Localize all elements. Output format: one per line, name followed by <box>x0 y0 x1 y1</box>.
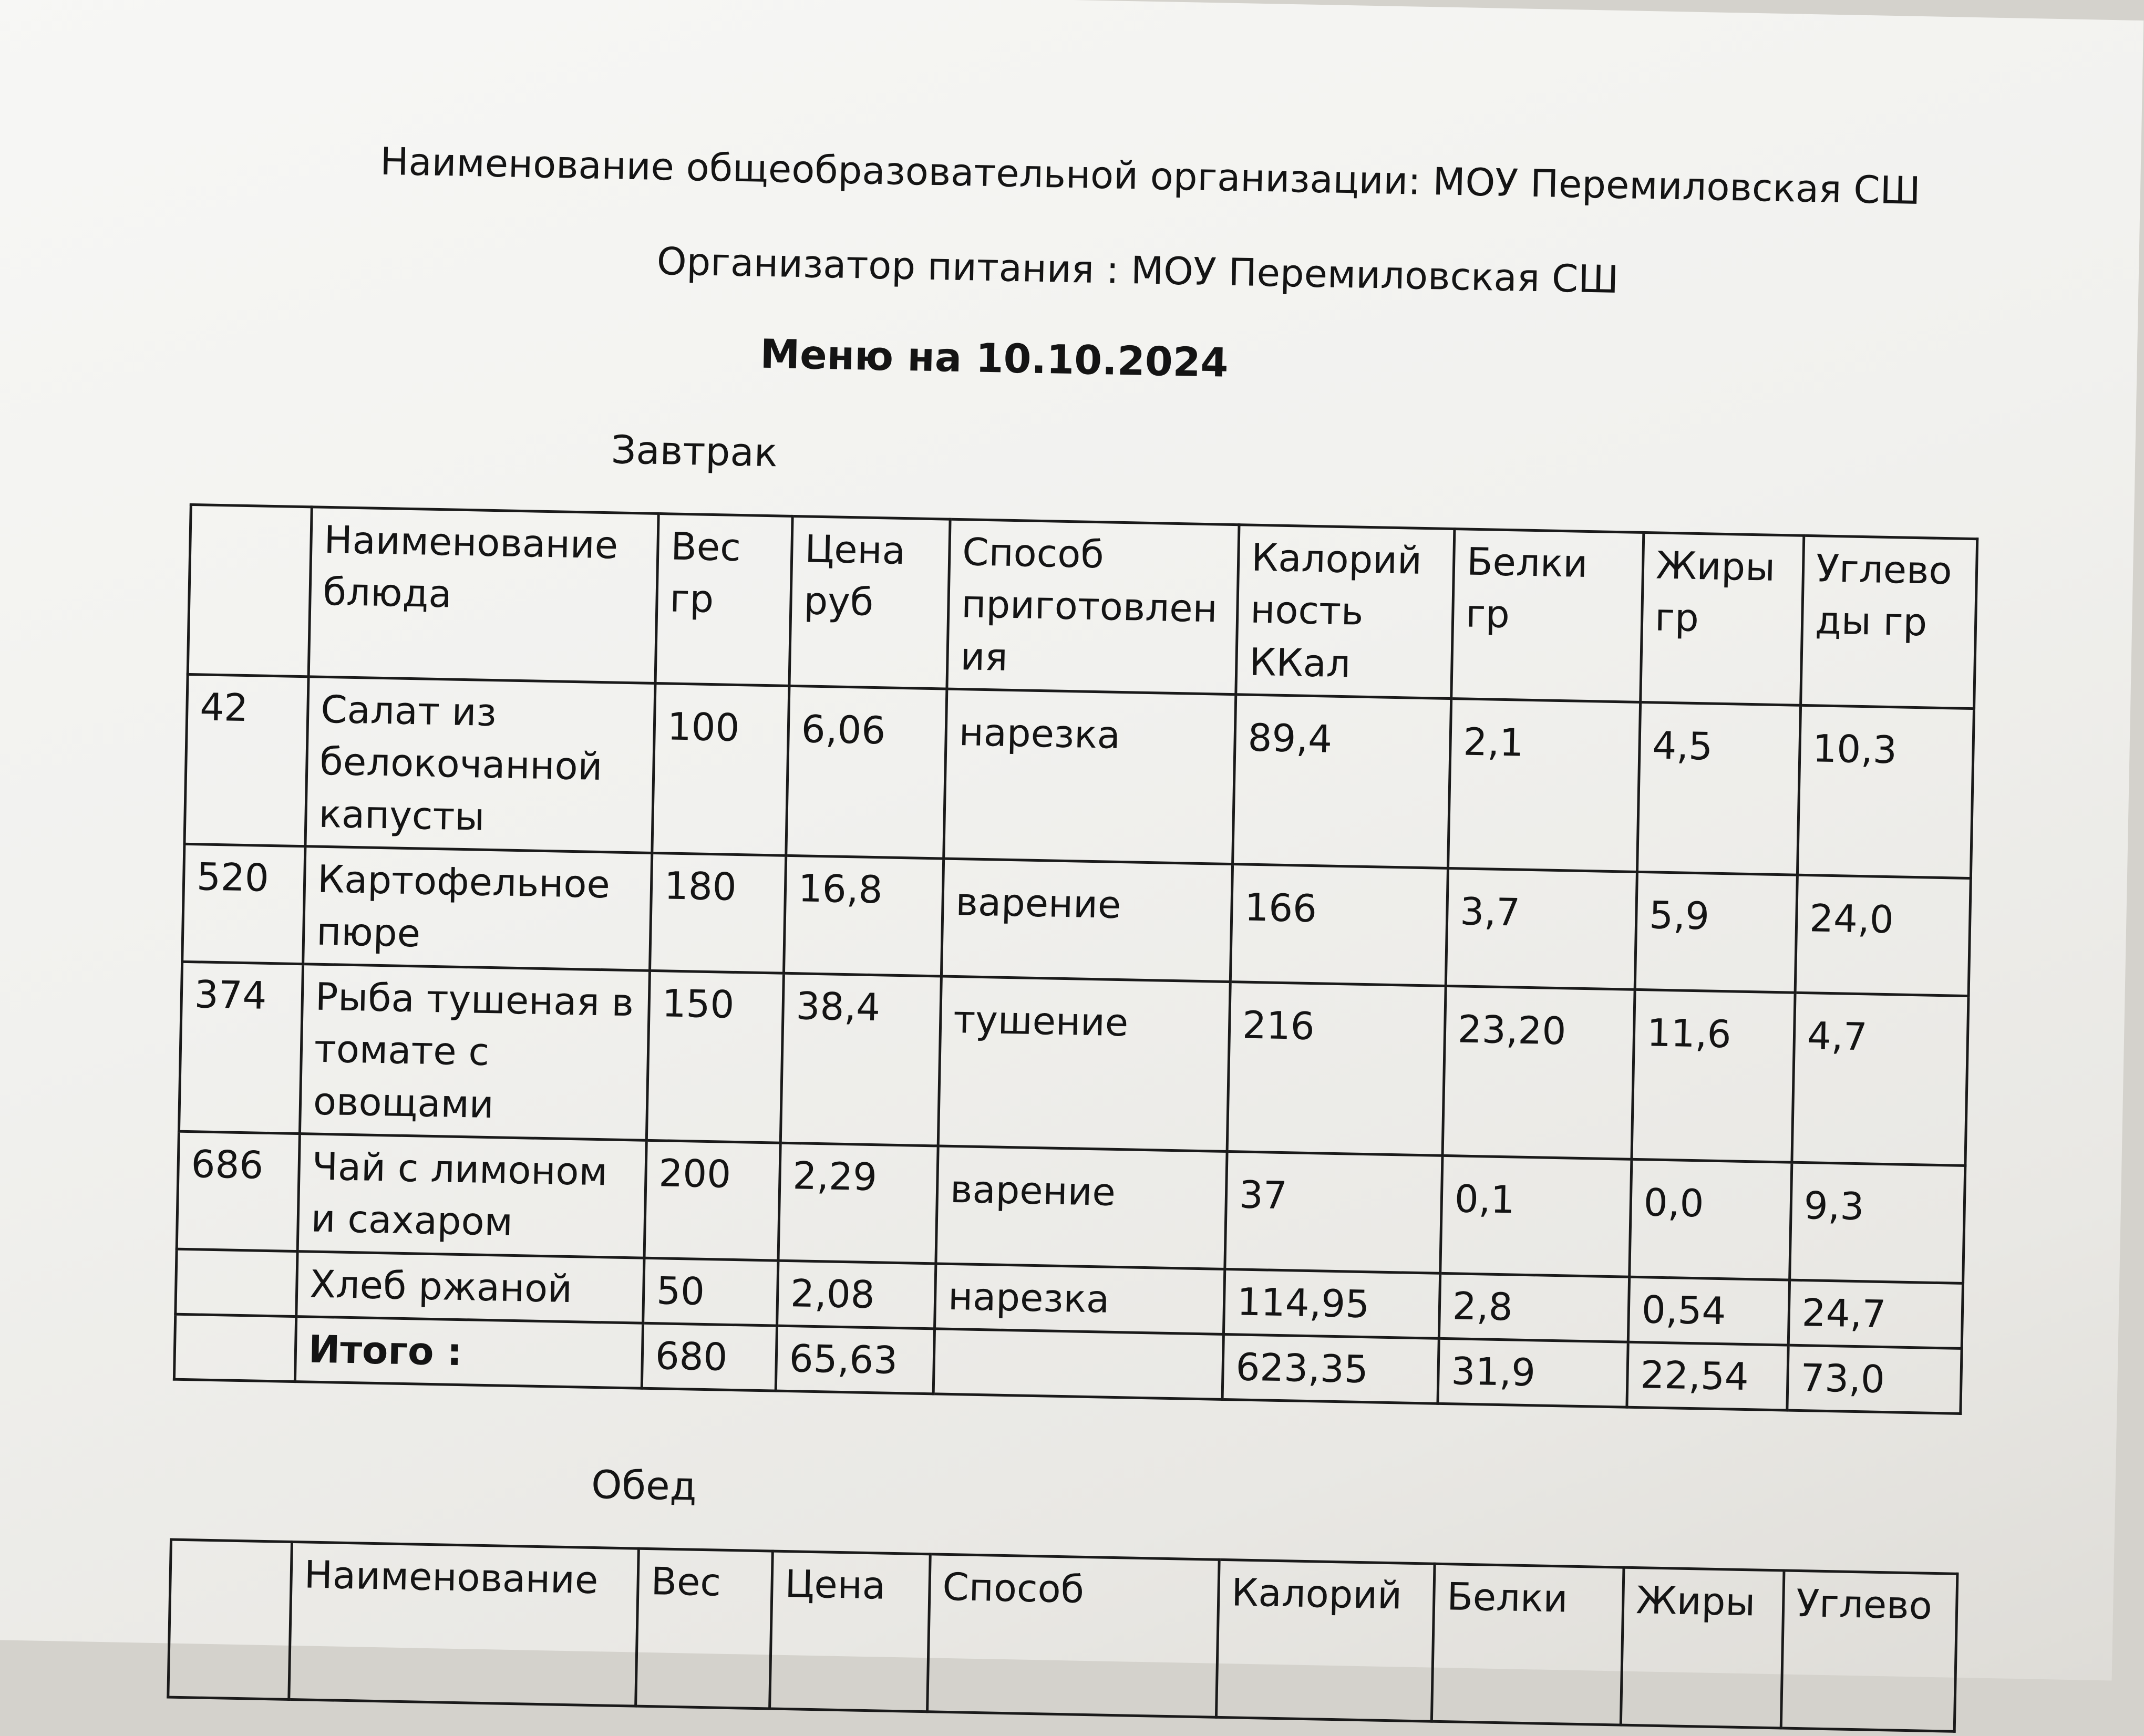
cell-price: 38,4 <box>780 973 941 1146</box>
total-protein: 31,9 <box>1438 1338 1628 1407</box>
cell-cooking-method: нарезка <box>935 1264 1225 1335</box>
lunch-header-row <box>168 1539 1957 1731</box>
total-cooking-method <box>933 1329 1223 1400</box>
cell-cooking-method: варение <box>936 1146 1227 1269</box>
cell-carbs: 4,7 <box>1792 993 1968 1165</box>
breakfast-header-row <box>188 504 1977 708</box>
column-header-calories: Калорий ность ККал <box>1236 525 1455 699</box>
column-header-price: Цена <box>770 1551 931 1712</box>
column-header-price: Цена руб <box>789 516 950 689</box>
organization-name: Наименование общеобразовательной организации: МОУ Перемиловская СШ <box>379 139 1921 213</box>
cell-calories: 37 <box>1225 1151 1442 1273</box>
column-header-weight: Вес <box>636 1548 773 1709</box>
cell-fat: 5,9 <box>1635 872 1797 993</box>
cell-dish-name: Хлеб ржаной <box>296 1251 644 1323</box>
cell-carbs: 24,0 <box>1795 875 1971 996</box>
column-header-carbs: Углево ды гр <box>1801 535 1977 708</box>
cell-calories: 216 <box>1227 981 1446 1155</box>
cell-price: 16,8 <box>784 855 943 976</box>
total-weight: 680 <box>642 1323 777 1391</box>
cell-price: 2,29 <box>778 1143 938 1263</box>
cell-code <box>174 1314 296 1382</box>
cell-dish-name: Картофельное пюре <box>303 846 652 970</box>
cell-dish-name: Рыба тушеная в томате с овощами <box>300 964 650 1141</box>
cell-code <box>176 1249 297 1317</box>
cell-protein: 2,8 <box>1439 1273 1629 1342</box>
breakfast-label: Завтрак <box>611 427 778 476</box>
cell-carbs: 24,7 <box>1788 1280 1963 1349</box>
lunch-label: Обед <box>591 1462 697 1510</box>
cell-dish-name: Салат из белокочанной капусты <box>305 677 655 853</box>
column-header-carbs: Углево <box>1781 1570 1957 1731</box>
cell-fat: 4,5 <box>1637 702 1800 875</box>
cell-calories: 166 <box>1230 864 1448 986</box>
menu-title: Меню на 10.10.2024 <box>759 330 1229 386</box>
cell-code: 520 <box>182 844 305 964</box>
cell-carbs: 9,3 <box>1790 1162 1965 1283</box>
cell-weight: 150 <box>646 970 784 1143</box>
total-label: Итого : <box>295 1317 643 1389</box>
column-header-code <box>168 1539 292 1699</box>
cell-cooking-method: тушение <box>938 976 1230 1152</box>
cell-price: 2,08 <box>777 1260 936 1329</box>
total-calories: 623,35 <box>1222 1334 1439 1403</box>
column-header-code <box>188 504 312 676</box>
cell-weight: 50 <box>643 1258 778 1326</box>
cell-protein: 3,7 <box>1446 869 1637 990</box>
cell-fat: 11,6 <box>1632 989 1795 1162</box>
total-fat: 22,54 <box>1627 1342 1788 1410</box>
food-organizer: Организатор питания : МОУ Перемиловская СШ <box>656 239 1619 302</box>
column-header-dish-name: Наименование блюда <box>308 507 658 684</box>
cell-protein: 0,1 <box>1440 1155 1632 1277</box>
lunch-table <box>167 1538 1959 1733</box>
breakfast-table <box>173 503 1978 1415</box>
cell-code: 374 <box>179 962 303 1133</box>
cell-fat: 0,54 <box>1628 1277 1789 1345</box>
column-header-cooking-method: Способ <box>927 1554 1220 1718</box>
cell-weight: 180 <box>650 853 786 974</box>
column-header-fat: Жиры гр <box>1641 533 1804 706</box>
total-price: 65,63 <box>776 1326 934 1394</box>
cell-calories: 114,95 <box>1223 1269 1440 1338</box>
column-header-protein: Белки <box>1431 1564 1624 1725</box>
column-header-weight: Вес гр <box>655 514 792 686</box>
cell-price: 6,06 <box>786 686 947 859</box>
column-header-calories: Калорий <box>1216 1559 1435 1721</box>
cell-dish-name: Чай с лимоном и сахаром <box>297 1134 646 1258</box>
column-header-cooking-method: Способ приготовлен ия <box>947 519 1239 695</box>
cell-calories: 89,4 <box>1233 695 1451 869</box>
cell-fat: 0,0 <box>1630 1159 1792 1280</box>
cell-weight: 200 <box>644 1140 780 1260</box>
column-header-dish-name: Наименование <box>289 1542 639 1706</box>
cell-cooking-method: нарезка <box>944 689 1236 864</box>
cell-protein: 23,20 <box>1442 986 1635 1159</box>
cell-cooking-method: варение <box>941 859 1232 981</box>
cell-code: 42 <box>184 674 308 846</box>
table-row <box>179 962 1968 1165</box>
table-row <box>184 674 1974 878</box>
cell-code: 686 <box>177 1131 300 1251</box>
cell-carbs: 10,3 <box>1797 705 1974 878</box>
total-carbs: 73,0 <box>1787 1345 1962 1414</box>
cell-weight: 100 <box>652 684 789 856</box>
column-header-fat: Жиры <box>1621 1567 1784 1728</box>
column-header-protein: Белки гр <box>1451 529 1644 702</box>
cell-protein: 2,1 <box>1448 699 1641 872</box>
